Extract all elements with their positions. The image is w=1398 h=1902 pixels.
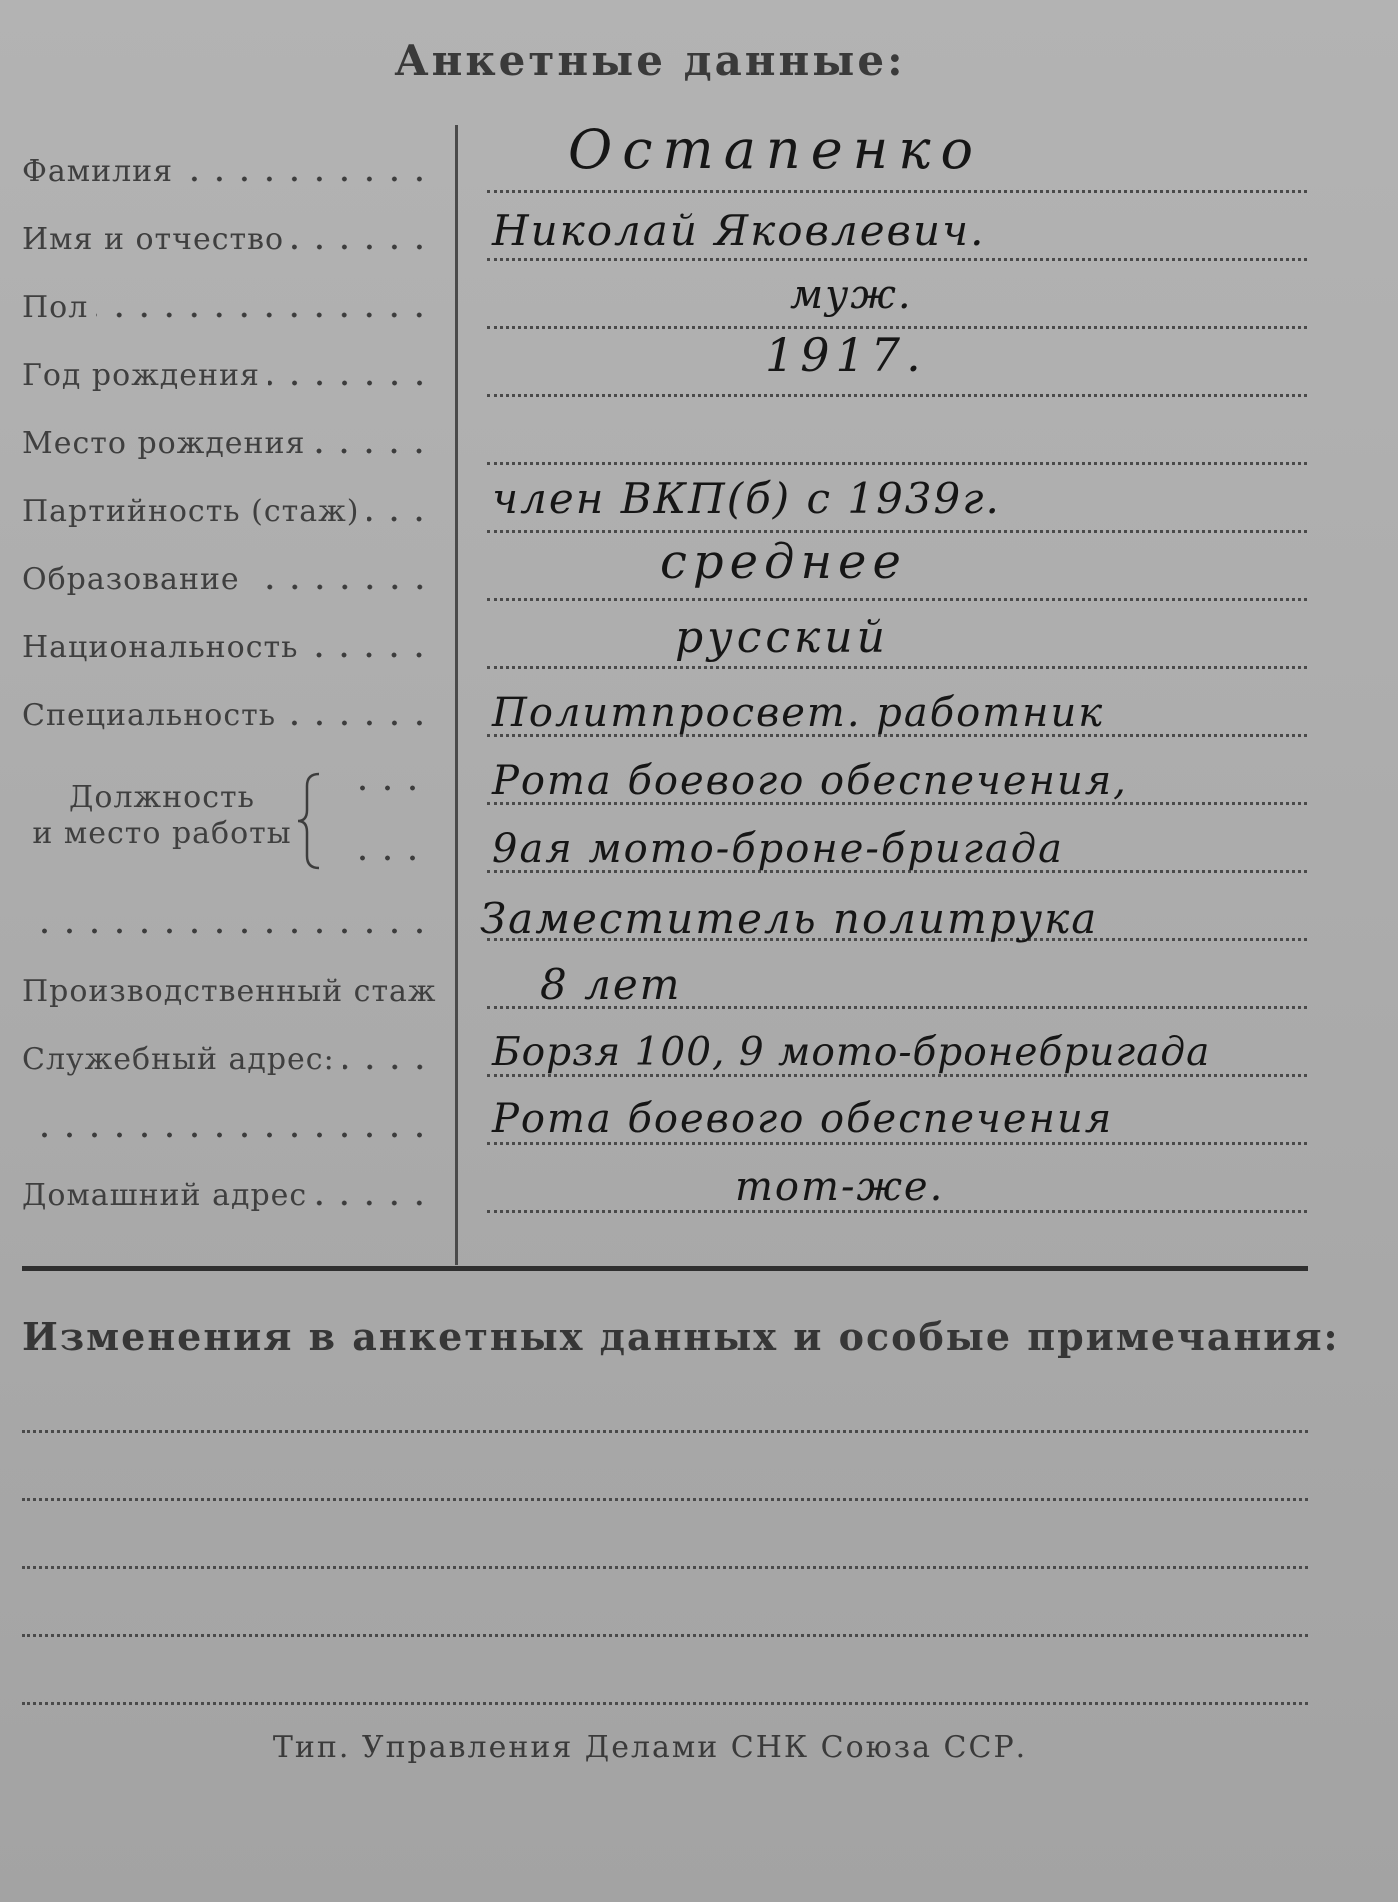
- label-nationality-dots: [306, 652, 432, 658]
- value-deputy: Заместитель политрука: [480, 894, 1099, 943]
- label-party-dots: [367, 516, 432, 522]
- label-sex-text: Пол: [22, 290, 89, 325]
- label-office-address-dots: [343, 1064, 432, 1070]
- notes-line: [22, 1634, 1308, 1637]
- label-name-patronymic-dots: [292, 244, 432, 250]
- label-birth-year: [22, 356, 432, 396]
- notes-line: [22, 1430, 1308, 1433]
- value-work-experience: 8 лет: [540, 960, 682, 1009]
- value-nationality: русский: [675, 612, 889, 663]
- value-office-address-line2: Рота боевого обеспечения: [492, 1096, 1114, 1142]
- value-party: член ВКП(б) с 1939г.: [492, 474, 1001, 523]
- position-dots-2: [345, 855, 425, 861]
- label-blank-2-dots: [34, 1132, 432, 1138]
- value-education: среднее: [660, 534, 907, 590]
- label-home-address-dots: [315, 1200, 432, 1206]
- label-blank-1-dots: [34, 928, 432, 934]
- label-birthplace-text: Место рождения: [22, 426, 306, 461]
- label-education-text: Образование: [22, 562, 240, 597]
- position-dots-1: [345, 785, 425, 791]
- label-nationality-text: Национальность: [22, 630, 299, 665]
- value-birth-year: 1917.: [765, 328, 927, 382]
- notes-line: [22, 1498, 1308, 1501]
- label-work-experience-text: Производственный стаж: [22, 974, 437, 1009]
- label-position-line1: Должность: [69, 780, 255, 815]
- value-name-patronymic: Николай Яковлевич.: [492, 206, 986, 255]
- label-education: [22, 560, 432, 600]
- label-sex: [22, 288, 432, 328]
- label-speciality-text: Специальность: [22, 698, 277, 733]
- notes-line: [22, 1566, 1308, 1569]
- label-birth-year-text: Год рождения: [22, 358, 260, 393]
- fill-line: [487, 1210, 1307, 1213]
- label-sex-dots: [96, 312, 432, 318]
- label-name-patronymic-text: Имя и отчество: [22, 222, 285, 257]
- fill-line: [487, 394, 1307, 397]
- label-surname-dots: [181, 176, 432, 182]
- label-name-patronymic: [22, 220, 432, 260]
- value-position-line1: Рота боевого обеспечения,: [492, 758, 1128, 804]
- label-position: [22, 780, 302, 852]
- label-office-address: [22, 1040, 432, 1080]
- form-title: Анкетные данные:: [394, 36, 906, 85]
- label-speciality-dots: [284, 720, 432, 726]
- label-party-text: Партийность (стаж): [22, 494, 360, 529]
- value-sex: муж.: [790, 272, 913, 318]
- label-birth-year-dots: [268, 380, 432, 386]
- label-surname-text: Фамилия: [22, 154, 174, 189]
- label-home-address-text: Домашний адрес: [22, 1178, 308, 1213]
- changes-title: Изменения в анкетных данных и особые примечания:: [22, 1314, 1340, 1359]
- label-blank-1: [22, 904, 432, 944]
- value-position-line2: 9ая мото-броне-бригада: [492, 826, 1064, 872]
- label-speciality: [22, 696, 432, 736]
- label-birthplace: [22, 424, 432, 464]
- fill-line: [487, 666, 1307, 669]
- brace-icon: [295, 772, 323, 870]
- label-surname: [22, 152, 432, 192]
- label-work-experience: [22, 972, 437, 1012]
- fill-line: [487, 190, 1307, 193]
- fill-line: [487, 530, 1307, 533]
- label-position-line2: и место работы: [32, 816, 292, 851]
- notes-line: [22, 1702, 1308, 1705]
- fill-line: [487, 258, 1307, 261]
- column-divider: [455, 125, 458, 1265]
- label-birthplace-dots: [313, 448, 432, 454]
- fill-line: [487, 598, 1307, 601]
- fill-line: [487, 1142, 1307, 1145]
- label-blank-2: [22, 1108, 432, 1148]
- label-office-address-text: Служебный адрес:: [22, 1042, 335, 1077]
- fill-line: [487, 462, 1307, 465]
- label-education-dots: [248, 584, 432, 590]
- label-nationality: [22, 628, 432, 668]
- value-surname: Остапенко: [568, 118, 983, 181]
- label-home-address: [22, 1176, 432, 1216]
- section-divider: [22, 1266, 1308, 1271]
- value-home-address: тот-же.: [735, 1164, 945, 1210]
- value-speciality: Политпросвет. работник: [492, 690, 1105, 736]
- label-party: [22, 492, 432, 532]
- value-office-address: Борзя 100, 9 мото-бронебригада: [492, 1030, 1211, 1075]
- printer-note: Тип. Управления Делами СНК Союза ССР.: [272, 1730, 1028, 1765]
